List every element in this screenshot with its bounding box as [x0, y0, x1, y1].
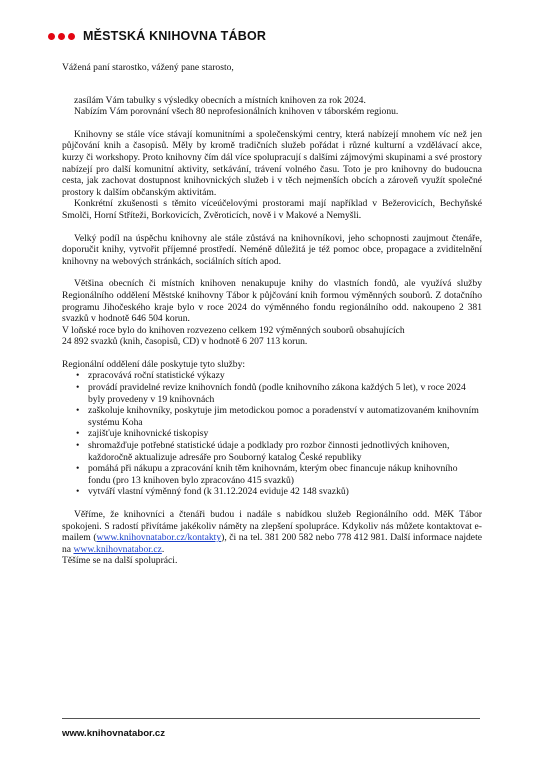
closing-text: .: [161, 543, 165, 555]
intro-paragraph: [62, 95, 482, 118]
logo-dots: [48, 33, 75, 40]
closing-text: Věříme, že knihovníci a čtenáři budou i nadále s nabídkou služeb Regionálního odd. MěK Tábor spokojeni. S radostí přivítáme jakékoliv náměty na zlepšení spolupráce. Kdykoliv nás můžete kontaktovat e-mailem (: [62, 509, 482, 544]
salutation: Vážená paní starostko, vážený pane starosto,: [62, 62, 234, 73]
logo-dot-icon: [58, 33, 65, 40]
letter-body: [62, 62, 482, 567]
community-paragraph: Knihovny se stále více stávají komunitními a společenskými centry, která nabízejí mnohem víc než jen půjčování knih a časopisů. Měly by kromě tradičních služeb pořádat i různé kulturní a vzdělávací akce, kurzy či workshopy. Proto knihovny čím dál více spolupracují s dalšími zájmovými skupinami a své prostory nabízejí pro další komunitní aktivity, setkávání, trávení volného času. Toto je pro knihovny do budoucna cesta, jak zachovat dostupnost knihovnických služeb i v těch nejmenších obcích a zároveň využít společné prostory k dalším občanským aktivitám.: [62, 128, 482, 198]
exchange-line: V loňské roce bylo do knihoven rozvezeno celkem 192 výměnných souborů obsahujících: [62, 324, 405, 336]
footer-website: www.knihovnatabor.cz: [62, 728, 166, 739]
contacts-link[interactable]: www.knihovnatabor.cz/kontakty: [96, 532, 222, 544]
intro-line: zasílám Vám tabulky s výsledky obecních a místních knihoven za rok 2024.: [74, 94, 366, 106]
list-item: • shromažďuje potřebné statistické údaje a podklady pro rozbor činnosti jednotlivých knihoven, každoročně aktualizuje adresáře pro Souborný katalog České republiky: [88, 440, 482, 463]
list-item: • zaškoluje knihovníky, poskytuje jim metodickou pomoc a poradenství v automatizovaném knihovním systému Koha: [88, 405, 482, 428]
services-list: [62, 370, 482, 498]
services-intro: Regionální oddělení dále poskytuje tyto služby:: [62, 358, 246, 370]
intro-line: Nabízím Vám porovnání všech 80 neprofesionálních knihoven v táborském regionu.: [74, 106, 399, 118]
logo-dot-icon: [48, 33, 55, 40]
closing-text: ), či na tel. 381 200 582 nebo 778 412 981. Další informace najdete na: [62, 532, 482, 555]
list-item: • provádí pravidelné revize knihovních fondů (podle knihovního zákona každých 5 let), v roce 2024 byly provedeny v 19 knihovnách: [88, 382, 482, 405]
exchange-paragraph: Většina obecních či místních knihoven nenakupuje knihy do vlastních fondů, ale využívá služby Regionálního oddělení Městské knihovny Tábor k půjčování knih formou výměnných souborů. Z dotačního programu Jihočeského kraje bylo v roce 2024 do výměnného fondu regionálního odd. nakoupeno 2 381 svazků v hodnotě 646 504 korun.: [62, 278, 482, 325]
library-name: MĚSTSKÁ KNIHOVNA TÁBOR: [83, 29, 267, 43]
closing-last: Těšíme se na další spolupráci.: [62, 555, 178, 567]
list-item: • zajišťuje knihovnické tiskopisy: [88, 428, 482, 440]
letterhead: [48, 28, 266, 44]
exchange-line: 24 892 svazků (knih, časopisů, CD) v hodnotě 6 207 113 korun.: [62, 336, 308, 348]
list-item: • vytváří vlastní výměnný fond (k 31.12.2024 eviduje 42 148 svazků): [88, 486, 482, 498]
footer-divider: [62, 718, 480, 719]
examples-paragraph: Konkrétní zkušenosti s těmito víceúčelovými prostorami mají například v Bežerovicích, Bechyňské Smolči, Horní Stříteži, Borkovicích, Zvěroticích, nově i v Makové a Nemyšli.: [62, 198, 482, 221]
list-item: • zpracovává roční statistické výkazy: [88, 370, 482, 382]
librarian-paragraph: Velký podíl na úspěchu knihovny ale stále zůstává na knihovníkovi, jeho schopnosti zaujmout čtenáře, doporučit knihy, vytvořit příjemné prostředí. Neméně důležitá je též pomoc obce, propagace a zviditelnění knihovny na webových stránkách, sociálních sítích apod.: [62, 232, 482, 267]
list-item: • pomáhá při nákupu a zpracování knih těm knihovnám, kterým obec financuje nákup knihovního fondu (pro 13 knihoven bylo zpracováno 415 svazků): [88, 463, 482, 486]
logo-dot-icon: [68, 33, 75, 40]
closing-paragraph: [62, 509, 482, 555]
website-link[interactable]: www.knihovnatabor.cz: [73, 543, 162, 555]
